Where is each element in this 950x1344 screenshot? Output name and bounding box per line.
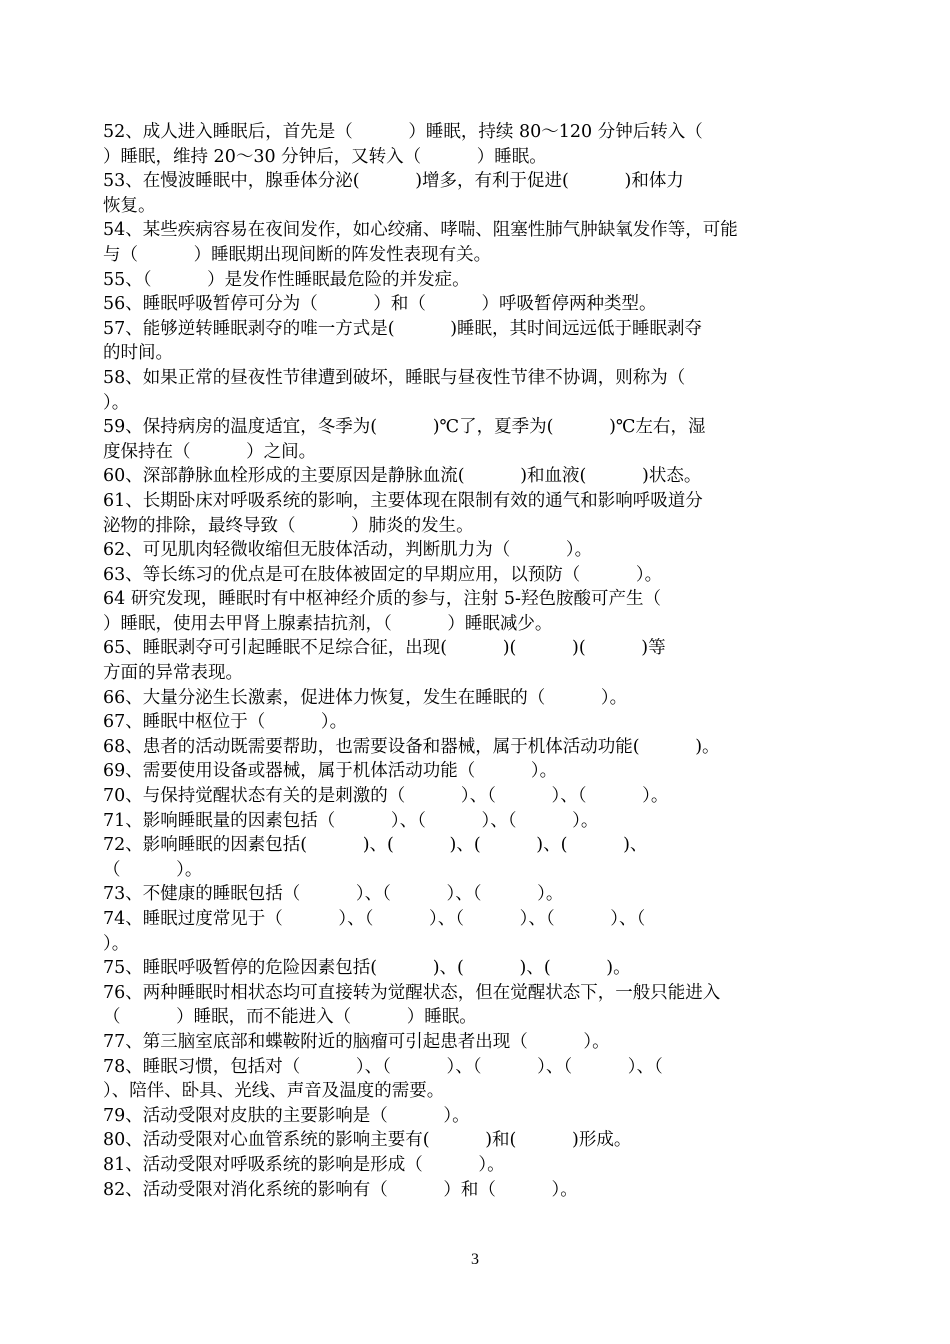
text-line: 74、睡眠过度常见于（ ）、（ ）、（ ）、（ ）、（ [103,909,646,929]
text-line: 76、两种睡眠时相状态均可直接转为觉醒状态，但在觉醒状态下，一般只能进入 [103,982,721,1003]
text-line: 方面的异常表现。 [103,663,243,684]
text-line: （ ）。 [103,859,203,880]
text-line: ）、陪伴、卧具、光线、声音及温度的需要。 [103,1081,445,1102]
text-line: 82、活动受限对消化系统的影响有（ ）和（ ）。 [103,1179,578,1200]
text-line: 70、与保持觉醒状态有关的是刺激的（ ）、（ ）、（ ）。 [103,786,669,807]
text-line: 77、第三脑室底部和蝶鞍附近的脑瘤可引起患者出现（ ）。 [103,1031,610,1052]
text-line: 55、（ ）是发作性睡眠最危险的并发症。 [103,269,470,290]
text-line: 52、成人进入睡眠后，首先是（ ）睡眠，持续 80～120 分钟后转入（ [103,122,703,142]
text-line: ）。 [103,933,130,954]
text-line: 53、在慢波睡眠中，腺垂体分泌( )增多，有利于促进( )和体力 [103,171,684,192]
text-line: 71、影响睡眠量的因素包括（ ）、（ ）、（ ）。 [103,810,599,831]
text-line: 81、活动受限对呼吸系统的影响是形成（ ）。 [103,1154,505,1175]
text-line: 泌物的排除，最终导致（ ）肺炎的发生。 [103,515,474,536]
question-list [103,120,863,1202]
text-line: 65、睡眠剥夺可引起睡眠不足综合征，出现( )( )( )等 [103,638,666,659]
text-line: 与（ ）睡眠期出现间断的阵发性表现有关。 [103,244,492,265]
text-line: 60、深部静脉血栓形成的主要原因是静脉血流( )和血液( )状态。 [103,466,702,487]
text-line: 度保持在（ ）之间。 [103,441,317,462]
text-line: 80、活动受限对心血管系统的影响主要有( )和( )形成。 [103,1130,632,1151]
text-line: 67、睡眠中枢位于（ ）。 [103,712,348,733]
text-line: 68、患者的活动既需要帮助，也需要设备和器械，属于机体活动功能( )。 [103,736,720,757]
text-line: 61、长期卧床对呼吸系统的影响，主要体现在限制有效的通气和影响呼吸道分 [103,490,703,511]
text-line: ）睡眠，使用去甲肾上腺素拮抗剂，（ ）睡眠减少。 [103,613,553,634]
text-line: 64 研究发现，睡眠时有中枢神经介质的参与，注射 5-羟色胺酸可产生（ [103,589,661,610]
text-line: 63、等长练习的优点是可在肢体被固定的早期应用，以预防（ ）。 [103,564,663,585]
text-line: 72、影响睡眠的因素包括( )、( )、( )、( )、 [103,835,648,856]
text-line: 62、可见肌肉轻微收缩但无肢体活动，判断肌力为（ ）。 [103,540,593,561]
text-line: 79、活动受限对皮肤的主要影响是（ ）。 [103,1105,470,1126]
text-line: 78、睡眠习惯，包括对（ ）、（ ）、（ ）、（ ）、（ [103,1056,663,1077]
text-line: 57、能够逆转睡眠剥夺的唯一方式是( )睡眠，其时间远远低于睡眠剥夺 [103,318,703,339]
text-line: 58、如果正常的昼夜性节律遭到破坏，睡眠与昼夜性节律不协调，则称为（ [103,367,686,388]
text-line: 59、保持病房的温度适宜，冬季为( )℃了，夏季为( )℃左右，湿 [103,417,706,438]
text-line: 66、大量分泌生长激素，促进体力恢复，发生在睡眠的（ ）。 [103,687,628,708]
text-line: （ ）睡眠，而不能进入（ ）睡眠。 [103,1007,477,1028]
text-line: ）。 [103,392,130,413]
text-line: ）睡眠，维持 20～30 分钟后，又转入（ ）睡眠。 [103,146,547,167]
text-line: 54、某些疾病容易在夜间发作，如心绞痛、哮喘、阻塞性肺气肿缺氧发作等，可能 [103,220,738,241]
text-line: 75、睡眠呼吸暂停的危险因素包括( )、( )、( )。 [103,958,631,979]
text-line: 的时间。 [103,343,173,364]
text-line: 69、需要使用设备或器械，属于机体活动功能（ ）。 [103,761,558,782]
text-line: 73、不健康的睡眠包括（ ）、（ ）、（ ）。 [103,884,564,905]
page-number: 3 [471,1251,479,1268]
text-line: 恢复。 [103,195,156,216]
text-line: 56、睡眠呼吸暂停可分为（ ）和（ ）呼吸暂停两种类型。 [103,294,657,315]
